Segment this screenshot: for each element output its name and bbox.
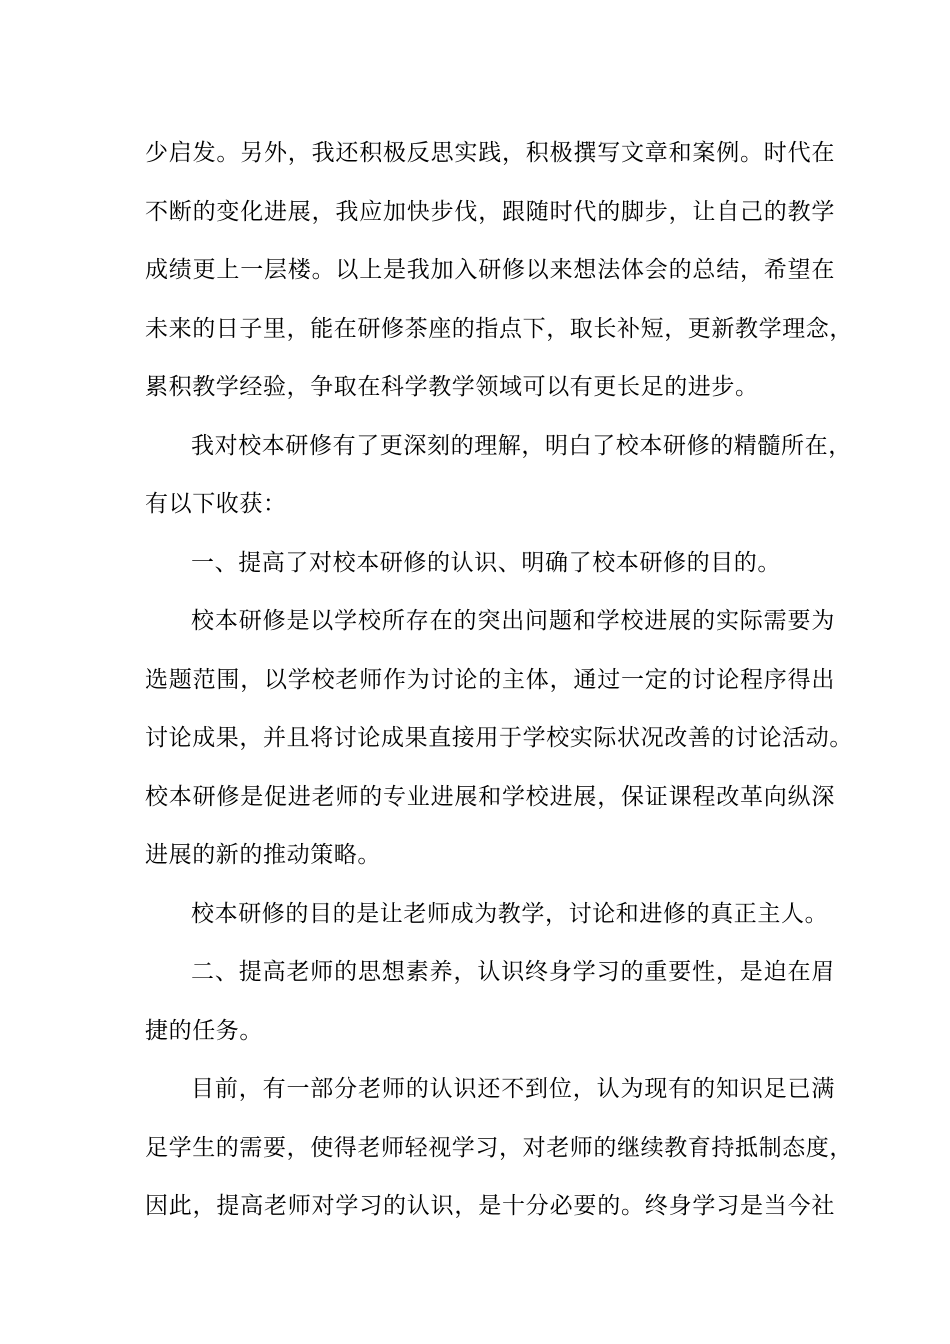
text-line-11: 讨论成果，并且将讨论成果直接用于学校实际状况改善的讨论活动。	[145, 725, 853, 751]
text-line-9: 校本研修是以学校所存在的突出问题和学校进展的实际需要为	[191, 608, 835, 634]
text-line-18: 足学生的需要，使得老师轻视学习，对老师的继续教育持抵制态度，	[145, 1134, 853, 1161]
text-line-12: 校本研修是促进老师的专业进展和学校进展，保证课程改革向纵深	[145, 783, 835, 810]
text-line-5: 累积教学经验，争取在科学教学领域可以有更长足的进步。	[145, 374, 759, 400]
text-line-13: 进展的新的推动策略。	[145, 842, 381, 868]
text-line-6: 我对校本研修有了更深刻的理解，明白了校本研修的精髓所在，	[191, 432, 852, 459]
text-line-17: 目前，有一部分老师的认识还不到位，认为现有的知识足已满	[191, 1076, 835, 1102]
text-line-3: 成绩更上一层楼。以上是我加入研修以来想法体会的总结，希望在	[145, 257, 835, 283]
text-line-2: 不断的变化进展，我应加快步伐，跟随时代的脚步，让自己的教学	[145, 198, 835, 225]
text-line-14: 校本研修的目的是让老师成为教学，讨论和进修的真正主人。	[191, 900, 829, 927]
document-body	[145, 128, 853, 1240]
text-line-10: 选题范围，以学校老师作为讨论的主体，通过一定的讨论程序得出	[145, 666, 835, 693]
section-heading-2: 二、提高老师的思想素养，认识终身学习的重要性，是迫在眉	[191, 959, 835, 985]
text-line-19: 因此，提高老师对学习的认识，是十分必要的。终身学习是当今社	[145, 1193, 835, 1219]
text-line-1: 少启发。另外，我还积极反思实践，积极撰写文章和案例。时代在	[145, 140, 835, 166]
text-line-4: 未来的日子里，能在研修茶座的指点下，取长补短，更新教学理念，	[145, 315, 853, 342]
text-line-7: 有以下收获：	[145, 491, 287, 517]
section-heading-1: 一、提高了对校本研修的认识、明确了校本研修的目的。	[191, 549, 781, 576]
section-heading-2-cont: 捷的任务。	[145, 1017, 263, 1044]
